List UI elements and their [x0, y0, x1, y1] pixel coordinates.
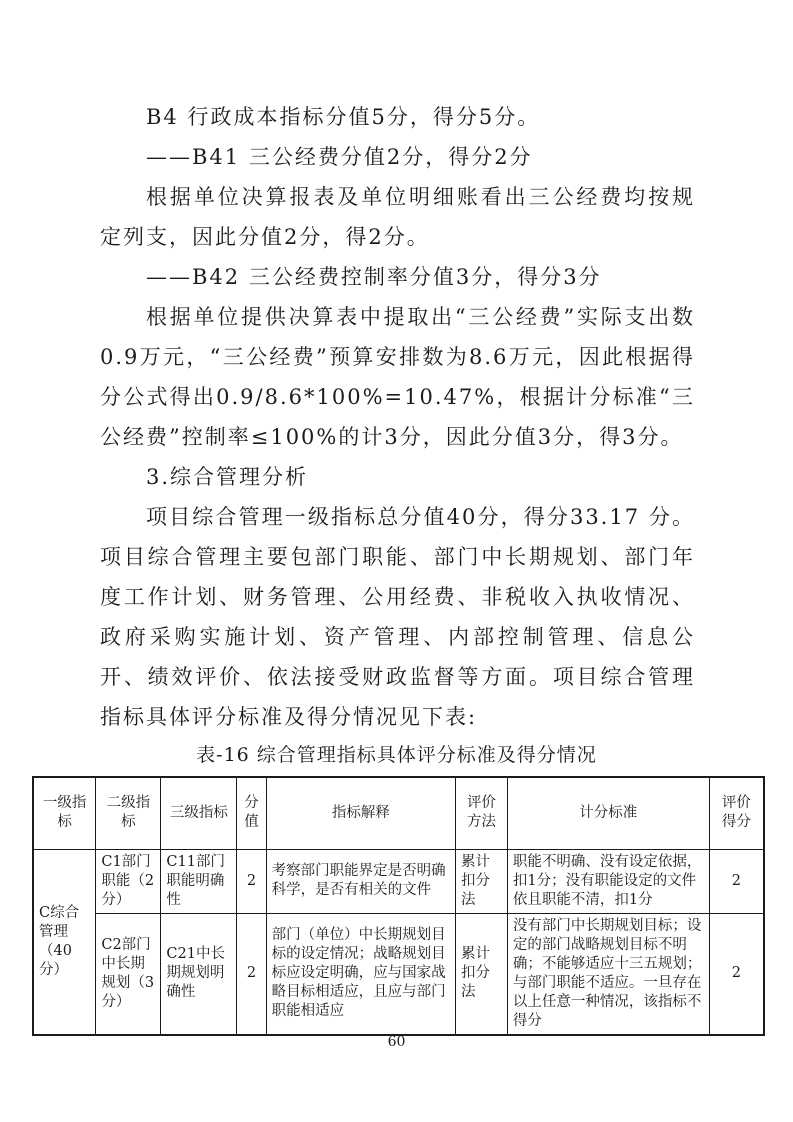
cell-method: 累计扣分法 — [456, 849, 508, 913]
cell-explanation: 考察部门职能界定是否明确科学，是否有相关的文件 — [266, 849, 455, 913]
cell-explanation: 部门（单位）中长期规划目标的设定情况；战略规划目标应设定明确，应与国家战略目标相适应，且应与部门职能相适应 — [266, 913, 455, 1035]
table-caption: 表-16 综合管理指标具体评分标准及得分情况 — [196, 744, 597, 766]
col-header-score: 评价得分 — [709, 777, 764, 849]
cell-criteria: 没有部门中长期规划目标；设定的部门战略规划目标不明确；不能够适应十三五规划；与部门职能不适应。一旦存在以上任意一种情况，该指标不得分 — [507, 913, 709, 1035]
table-row — [33, 849, 764, 913]
paragraph: 根据单位提供决算表中提取出“三公经费”实际支出数0.9万元，“三公经费”预算安排数为8.6万元，因此根据得分公式得出0.9/8.6*100%=10.47%，根据计分标准“三公经费”控制率≤100%的计3分，因此分值3分，得3分。 — [100, 305, 695, 449]
cell-criteria: 职能不明确、没有设定依据，扣1分；没有职能设定的文件依且职能不清，扣1分 — [507, 849, 709, 913]
col-header-score-value: 分值 — [237, 777, 266, 849]
paragraph: 根据单位决算报表及单位明细账看出三公经费均按规定列支，因此分值2分，得2分。 — [100, 185, 695, 249]
cell-score-value: 2 — [237, 849, 266, 913]
col-header-level1: 一级指标 — [33, 777, 96, 849]
paragraph: ——B42 三公经费控制率分值3分，得分3分 — [146, 265, 602, 289]
cell-score: 2 — [709, 849, 764, 913]
cell-level2: C2部门中长期规划（3分） — [96, 913, 161, 1035]
col-header-level2: 二级指标 — [96, 777, 161, 849]
table-row — [33, 913, 764, 1035]
score-table — [32, 776, 765, 1036]
col-header-criteria: 计分标准 — [507, 777, 709, 849]
col-header-method: 评价方法 — [456, 777, 508, 849]
col-header-explanation: 指标解释 — [266, 777, 455, 849]
cell-level3: C11部门职能明确性 — [161, 849, 237, 913]
cell-level3: C21中长期规划明确性 — [161, 913, 237, 1035]
table-header-row — [33, 777, 764, 849]
cell-method: 累计扣分法 — [456, 913, 508, 1035]
cell-score: 2 — [709, 913, 764, 1035]
cell-level1: C综合管理（40分） — [33, 849, 96, 1035]
cell-score-value: 2 — [237, 913, 266, 1035]
paragraph: 项目综合管理一级指标总分值40分，得分33.17 分。项目综合管理主要包部门职能、部门中长期规划、部门年度工作计划、财务管理、公用经费、非税收入执收情况、政府采购实施计划、资产管理、内部控制管理、信息公开、绩效评价、依法接受财政监督等方面。项目综合管理指标具体评分标准及得分情况见下表: — [100, 505, 695, 729]
paragraph: ——B41 三公经费分值2分，得分2分 — [146, 145, 533, 169]
body-text — [100, 97, 695, 737]
col-header-level3: 三级指标 — [161, 777, 237, 849]
page-number: 60 — [387, 1034, 406, 1050]
cell-level2: C1部门职能（2分） — [96, 849, 161, 913]
paragraph: 3.综合管理分析 — [146, 465, 309, 489]
paragraph: B4 行政成本指标分值5分，得分5分。 — [146, 105, 541, 129]
